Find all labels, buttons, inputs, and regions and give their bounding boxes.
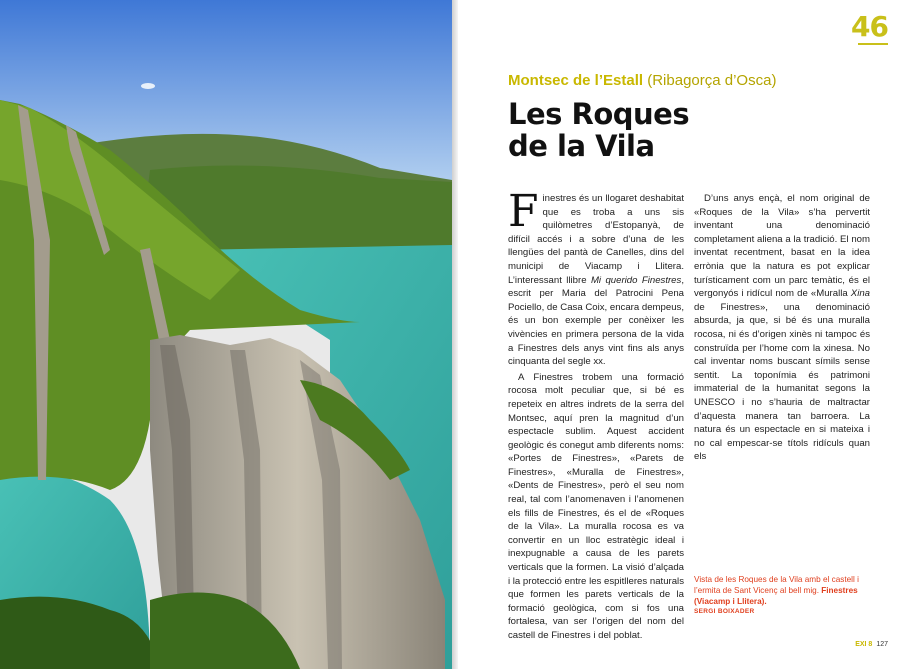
p3-em: Xina xyxy=(850,288,870,300)
p1-rest: inestres és un llogaret deshabitat que es troba a uns sis quilòmetres d’Estopanyà, de difícil accés i a sobre d’una de les llengües del pantà de Canelles, dins del municipi de Viacamp i Llitera. L’interessant llibre xyxy=(508,193,684,286)
caption-text: Vista de les Roques de la Vila amb el castell i l’ermita de Sant Vicenç al bell mig. xyxy=(694,575,859,595)
page-number: 46 xyxy=(851,10,888,43)
p3-a: D’uns anys ençà, el nom original de «Roques de la Vila» s’ha pervertit inventant una denominació completament aliena a la tradició. El nom inventat recentment, basat en la idea errònia que la natura es pot explicar turísticament com un parc temàtic, és el vergonyós i ridícul nom de «Muralla xyxy=(694,193,870,300)
p3-b: de Finestres», una denominació absurda, ja que, si bé és una muralla rocosa, ni és d’origen xinès ni tampoc és construïda per l’home com la xinesa. No cal inventar noms buscant símils sense sentit. La toponímia és patrimoni immaterial de la humanitat segons la UNESCO i no s’hauria de maltractar d’aquesta manera tan barroera. La natura és un espectacle en si mateixa i no cal empescar-se títols ridículs quan els xyxy=(694,301,870,463)
paragraph-3 xyxy=(694,192,870,464)
footer-folio: 127 xyxy=(876,641,888,648)
book-title: Mi querido Finestres xyxy=(590,274,682,286)
article-page xyxy=(458,0,900,669)
kicker xyxy=(508,72,776,89)
kicker-place: Montsec de l’Estall xyxy=(508,72,644,89)
title-line-1: Les Roques xyxy=(508,97,690,131)
page-number-rule xyxy=(858,43,888,45)
body-column-1 xyxy=(508,186,684,641)
article-title xyxy=(508,98,868,162)
paragraph-2: A Finestres trobem una formació rocosa molt peculiar que, si bé es repeteix en altres indrets de la serra del Montsec, aquí pren la magnitud d’un espectacle sublim. Aquest accident geològic és conegut amb diferents noms: «Portes de Finestres», «Parets de Finestres», «Muralla de Finestres», «Dents de Finestres», però el seu nom real, tal com l’anomenaven i l’anomenen els fills de Finestres, és el de «Roques de la Vila». La muralla rocosa es va convertir en un lloc estratègic ideal i inexpugnable a causa de les parets verticals que la formen. La visió d’alçada i la protecció entre les espitlleres naturals que formen les parets verticals de la formació geològica, com si fos una fortalesa, van ser l’origen del nom del castell de Finestres i del poblat. xyxy=(508,371,684,641)
photo-credit: SERGI BOIXADER xyxy=(694,608,755,615)
kicker-region: (Ribagorça d’Osca) xyxy=(647,72,777,89)
body-column-2 xyxy=(694,192,870,570)
page-footer xyxy=(855,641,888,648)
title-line-2: de la Vila xyxy=(508,129,655,163)
photo-caption xyxy=(694,574,874,607)
drop-cap: F xyxy=(508,186,539,237)
caption-location: Finestres (Viacamp i Llitera). xyxy=(694,586,858,606)
p1-end: , escrit per Maria del Patrocini Pena Pociello, de Casa Coix, encara dempeus, és un bon exemple per conèixer les vivències en primera persona de la vida a Finestres dels anys vint fins als anys cinquanta del segle xx. xyxy=(508,274,684,368)
paragraph-1 xyxy=(508,186,684,369)
footer-magazine: EXI 8 xyxy=(855,641,873,648)
